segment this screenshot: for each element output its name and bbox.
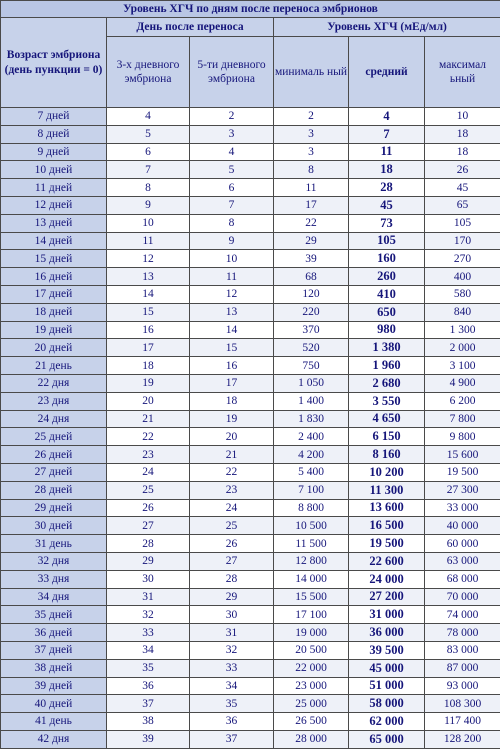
min-cell: 3 [274,143,349,161]
avg-cell: 39 500 [349,641,425,659]
day3-embryo-header: 3-х дневного эмбриона [107,37,190,108]
min-cell: 22 000 [274,659,349,677]
avg-cell: 8 160 [349,446,425,464]
avg-cell: 45 [349,196,425,214]
avg-cell: 28 [349,179,425,197]
age-cell: 22 дня [1,374,107,392]
max-cell: 83 000 [425,641,500,659]
day3-cell: 8 [107,179,190,197]
table-row [1,303,500,321]
day3-cell: 32 [107,606,190,624]
avg-cell: 160 [349,250,425,268]
max-cell: 19 500 [425,463,500,481]
day3-cell: 19 [107,374,190,392]
day3-cell: 21 [107,410,190,428]
avg-cell: 1 380 [349,339,425,357]
avg-cell: 62 000 [349,713,425,731]
day3-cell: 36 [107,677,190,695]
day3-cell: 27 [107,517,190,535]
min-cell: 370 [274,321,349,339]
day3-cell: 26 [107,499,190,517]
age-cell: 25 дней [1,428,107,446]
day3-cell: 37 [107,695,190,713]
min-cell: 4 200 [274,446,349,464]
day3-cell: 10 [107,214,190,232]
table-row [1,357,500,375]
table-row [1,374,500,392]
avg-cell: 22 600 [349,552,425,570]
day5-cell: 20 [190,428,274,446]
table-row [1,321,500,339]
day5-cell: 11 [190,268,274,286]
table-row [1,392,500,410]
min-cell: 17 100 [274,606,349,624]
avg-cell: 4 650 [349,410,425,428]
age-cell: 12 дней [1,196,107,214]
table-row [1,179,500,197]
day3-cell: 30 [107,570,190,588]
min-cell: 22 [274,214,349,232]
max-cell: 15 600 [425,446,500,464]
min-cell: 520 [274,339,349,357]
day5-cell: 17 [190,374,274,392]
max-cell: 1 300 [425,321,500,339]
avg-cell: 410 [349,285,425,303]
table-row [1,606,500,624]
max-cell: 6 200 [425,392,500,410]
day5-cell: 8 [190,214,274,232]
max-cell: 26 [425,161,500,179]
day3-cell: 7 [107,161,190,179]
table-title: Уровень ХГЧ по дням после переноса эмбрионов [1,1,500,18]
table-row [1,232,500,250]
age-cell: 31 день [1,535,107,553]
max-level-header: максимал ьный [425,37,500,108]
max-cell: 4 900 [425,374,500,392]
table-row [1,339,500,357]
table-row [1,517,500,535]
age-cell: 16 дней [1,268,107,286]
day5-cell: 22 [190,463,274,481]
day3-cell: 24 [107,463,190,481]
max-cell: 170 [425,232,500,250]
day3-cell: 35 [107,659,190,677]
day3-cell: 28 [107,535,190,553]
age-cell: 21 день [1,357,107,375]
day5-cell: 19 [190,410,274,428]
table-row [1,641,500,659]
min-cell: 25 000 [274,695,349,713]
min-cell: 120 [274,285,349,303]
age-cell: 11 дней [1,179,107,197]
table-row [1,713,500,731]
min-cell: 3 [274,125,349,143]
max-cell: 400 [425,268,500,286]
day3-cell: 29 [107,552,190,570]
max-cell: 63 000 [425,552,500,570]
age-cell: 35 дней [1,606,107,624]
age-cell: 27 дней [1,463,107,481]
avg-cell: 980 [349,321,425,339]
avg-cell: 51 000 [349,677,425,695]
age-cell: 32 дня [1,552,107,570]
age-cell: 18 дней [1,303,107,321]
age-cell: 19 дней [1,321,107,339]
max-cell: 33 000 [425,499,500,517]
table-row [1,552,500,570]
avg-cell: 73 [349,214,425,232]
day5-cell: 15 [190,339,274,357]
max-cell: 7 800 [425,410,500,428]
max-cell: 108 300 [425,695,500,713]
avg-cell: 7 [349,125,425,143]
max-cell: 9 800 [425,428,500,446]
max-cell: 270 [425,250,500,268]
avg-cell: 4 [349,108,425,126]
day5-cell: 33 [190,659,274,677]
table-row [1,730,500,748]
day5-cell: 24 [190,499,274,517]
day3-cell: 22 [107,428,190,446]
age-cell: 38 дней [1,659,107,677]
age-cell: 37 дней [1,641,107,659]
avg-cell: 45 000 [349,659,425,677]
min-cell: 68 [274,268,349,286]
table-row [1,161,500,179]
max-cell: 18 [425,143,500,161]
min-cell: 1 400 [274,392,349,410]
day5-cell: 28 [190,570,274,588]
day5-cell: 26 [190,535,274,553]
avg-cell: 2 680 [349,374,425,392]
day5-cell: 7 [190,196,274,214]
day3-cell: 11 [107,232,190,250]
table-row [1,410,500,428]
day3-cell: 12 [107,250,190,268]
day5-cell: 30 [190,606,274,624]
table-row [1,196,500,214]
day3-cell: 6 [107,143,190,161]
day3-cell: 5 [107,125,190,143]
min-cell: 1 050 [274,374,349,392]
age-cell: 28 дней [1,481,107,499]
table-row [1,481,500,499]
min-cell: 12 800 [274,552,349,570]
min-cell: 11 [274,179,349,197]
max-cell: 580 [425,285,500,303]
day5-embryo-header: 5-ти дневного эмбриона [190,37,274,108]
day3-cell: 9 [107,196,190,214]
table-row [1,285,500,303]
max-cell: 840 [425,303,500,321]
avg-cell: 10 200 [349,463,425,481]
avg-cell: 16 500 [349,517,425,535]
avg-cell: 36 000 [349,624,425,642]
day5-cell: 37 [190,730,274,748]
min-cell: 23 000 [274,677,349,695]
day3-cell: 33 [107,624,190,642]
day3-cell: 34 [107,641,190,659]
min-cell: 14 000 [274,570,349,588]
min-cell: 2 [274,108,349,126]
day3-cell: 16 [107,321,190,339]
min-cell: 26 500 [274,713,349,731]
day3-cell: 39 [107,730,190,748]
table-row [1,428,500,446]
table-row [1,463,500,481]
day5-cell: 13 [190,303,274,321]
day5-cell: 23 [190,481,274,499]
day5-cell: 18 [190,392,274,410]
avg-cell: 13 600 [349,499,425,517]
max-cell: 45 [425,179,500,197]
avg-cell: 260 [349,268,425,286]
day3-cell: 31 [107,588,190,606]
min-cell: 1 830 [274,410,349,428]
min-cell: 750 [274,357,349,375]
day3-cell: 17 [107,339,190,357]
table-row [1,108,500,126]
min-cell: 7 100 [274,481,349,499]
age-column-header: Возраст эмбриона (день пункции = 0) [1,18,107,108]
max-cell: 70 000 [425,588,500,606]
min-cell: 10 500 [274,517,349,535]
age-cell: 26 дней [1,446,107,464]
age-cell: 24 дня [1,410,107,428]
avg-cell: 24 000 [349,570,425,588]
min-cell: 220 [274,303,349,321]
min-cell: 2 400 [274,428,349,446]
day3-cell: 20 [107,392,190,410]
max-cell: 60 000 [425,535,500,553]
max-cell: 2 000 [425,339,500,357]
max-cell: 68 000 [425,570,500,588]
table-row [1,499,500,517]
age-cell: 42 дня [1,730,107,748]
max-cell: 10 [425,108,500,126]
avg-cell: 1 960 [349,357,425,375]
day5-cell: 27 [190,552,274,570]
min-cell: 19 000 [274,624,349,642]
age-cell: 14 дней [1,232,107,250]
max-cell: 93 000 [425,677,500,695]
day5-cell: 12 [190,285,274,303]
max-cell: 117 400 [425,713,500,731]
day5-cell: 6 [190,179,274,197]
avg-cell: 11 300 [349,481,425,499]
hcg-level-group-header: Уровень ХГЧ (мЕд/мл) [274,18,500,37]
table-body [1,108,500,749]
table-row [1,695,500,713]
age-cell: 13 дней [1,214,107,232]
max-cell: 74 000 [425,606,500,624]
max-cell: 78 000 [425,624,500,642]
day3-cell: 23 [107,446,190,464]
day3-cell: 4 [107,108,190,126]
day5-cell: 31 [190,624,274,642]
table-row [1,659,500,677]
age-cell: 36 дней [1,624,107,642]
day5-cell: 3 [190,125,274,143]
max-cell: 128 200 [425,730,500,748]
age-cell: 9 дней [1,143,107,161]
day5-cell: 4 [190,143,274,161]
day3-cell: 14 [107,285,190,303]
day5-cell: 35 [190,695,274,713]
day3-cell: 25 [107,481,190,499]
table-row [1,268,500,286]
age-cell: 10 дней [1,161,107,179]
day5-cell: 34 [190,677,274,695]
max-cell: 105 [425,214,500,232]
day5-cell: 21 [190,446,274,464]
max-cell: 27 300 [425,481,500,499]
avg-cell: 105 [349,232,425,250]
age-cell: 40 дней [1,695,107,713]
avg-cell: 6 150 [349,428,425,446]
table-row [1,143,500,161]
avg-cell: 65 000 [349,730,425,748]
min-cell: 5 400 [274,463,349,481]
age-cell: 39 дней [1,677,107,695]
min-cell: 20 500 [274,641,349,659]
table-row [1,624,500,642]
min-cell: 28 000 [274,730,349,748]
avg-cell: 19 500 [349,535,425,553]
min-cell: 8 [274,161,349,179]
day3-cell: 15 [107,303,190,321]
day5-cell: 5 [190,161,274,179]
day5-cell: 29 [190,588,274,606]
day5-cell: 25 [190,517,274,535]
min-cell: 29 [274,232,349,250]
min-cell: 15 500 [274,588,349,606]
day5-cell: 36 [190,713,274,731]
day5-cell: 16 [190,357,274,375]
min-cell: 17 [274,196,349,214]
avg-cell: 58 000 [349,695,425,713]
day5-cell: 10 [190,250,274,268]
age-cell: 33 дня [1,570,107,588]
table-row [1,446,500,464]
day5-cell: 2 [190,108,274,126]
table-row [1,125,500,143]
day5-cell: 9 [190,232,274,250]
age-cell: 29 дней [1,499,107,517]
min-cell: 11 500 [274,535,349,553]
age-cell: 20 дней [1,339,107,357]
avg-cell: 11 [349,143,425,161]
min-cell: 39 [274,250,349,268]
max-cell: 40 000 [425,517,500,535]
age-cell: 30 дней [1,517,107,535]
max-cell: 18 [425,125,500,143]
avg-level-header: средний [349,37,425,108]
table-row [1,677,500,695]
age-cell: 41 день [1,713,107,731]
day3-cell: 18 [107,357,190,375]
table-row [1,535,500,553]
avg-cell: 27 200 [349,588,425,606]
avg-cell: 31 000 [349,606,425,624]
avg-cell: 650 [349,303,425,321]
max-cell: 3 100 [425,357,500,375]
day5-cell: 32 [190,641,274,659]
table-row [1,214,500,232]
day3-cell: 13 [107,268,190,286]
avg-cell: 3 550 [349,392,425,410]
table-row [1,570,500,588]
min-level-header: минималь ный [274,37,349,108]
day3-cell: 38 [107,713,190,731]
age-cell: 34 дня [1,588,107,606]
table-row [1,250,500,268]
age-cell: 7 дней [1,108,107,126]
min-cell: 8 800 [274,499,349,517]
transfer-day-group-header: День после переноса [107,18,274,37]
age-cell: 8 дней [1,125,107,143]
age-cell: 15 дней [1,250,107,268]
max-cell: 65 [425,196,500,214]
max-cell: 87 000 [425,659,500,677]
table-row [1,588,500,606]
age-cell: 17 дней [1,285,107,303]
avg-cell: 18 [349,161,425,179]
age-cell: 23 дня [1,392,107,410]
day5-cell: 14 [190,321,274,339]
